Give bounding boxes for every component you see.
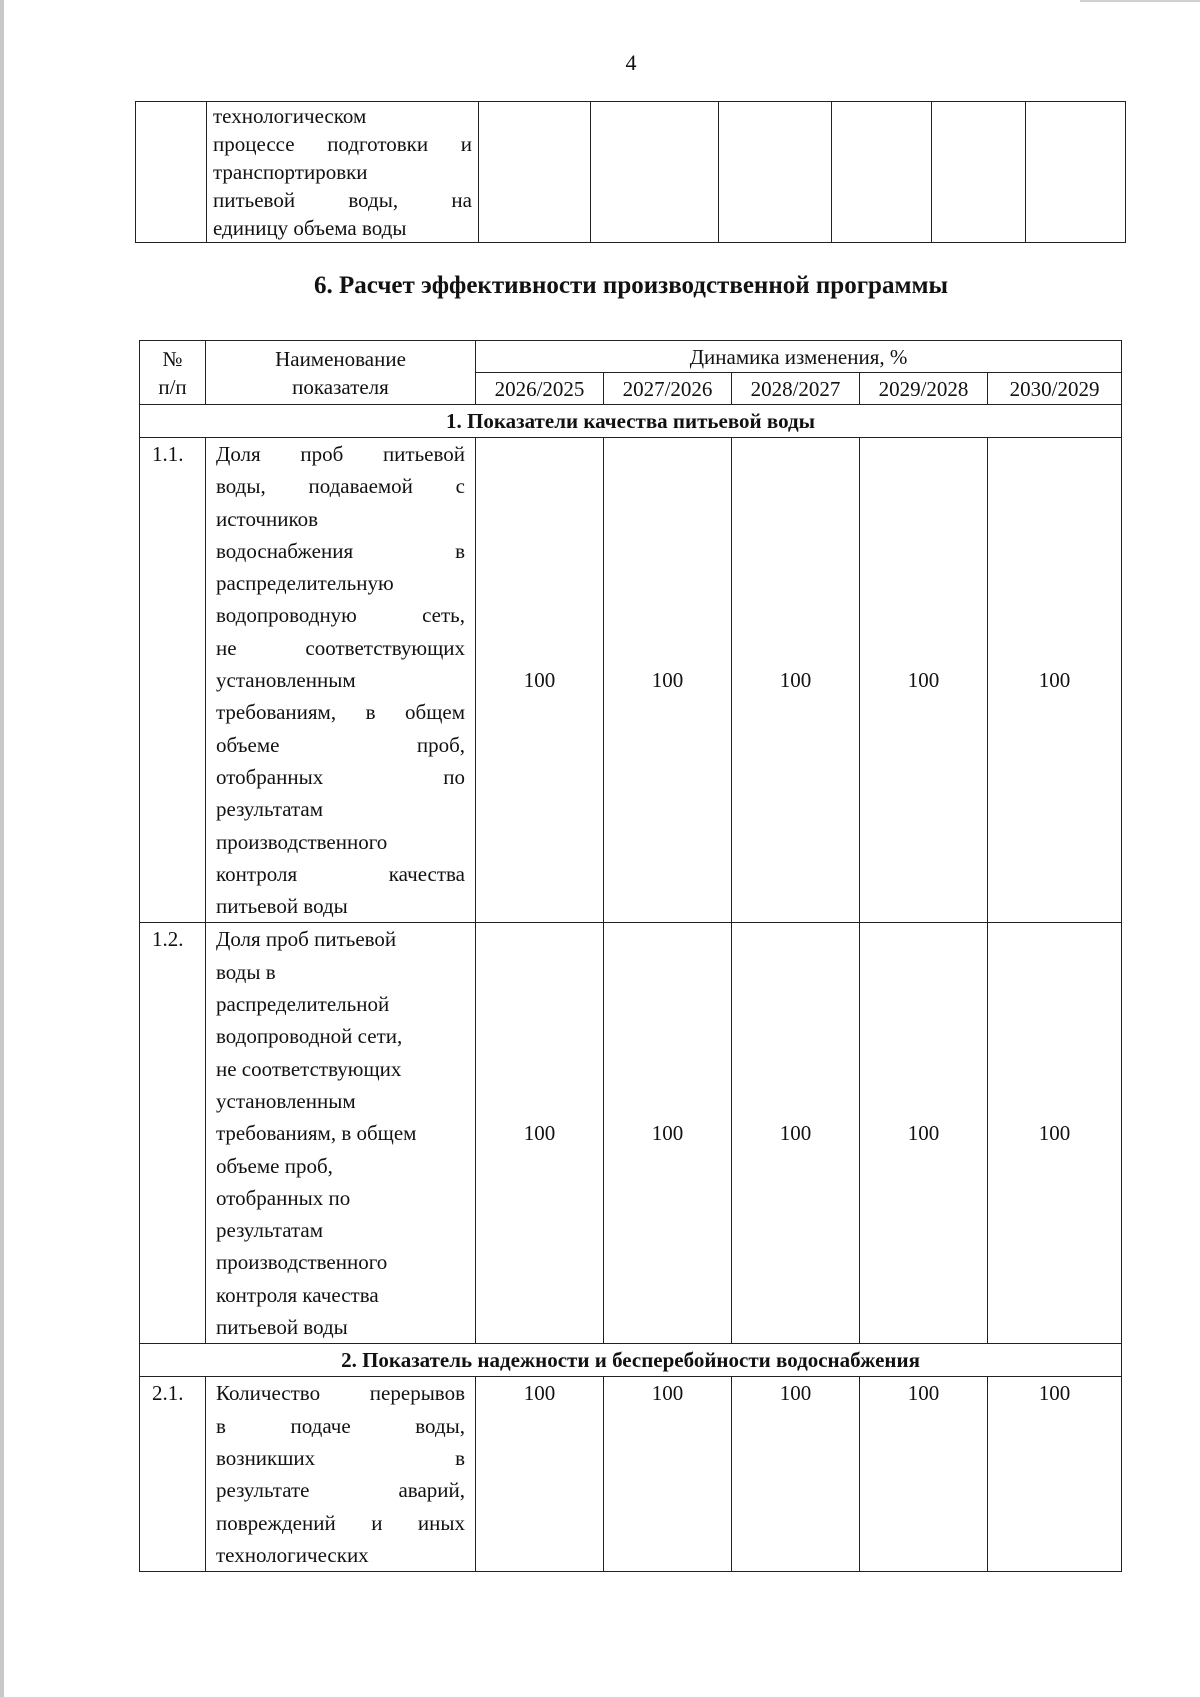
value-cell: 100 — [476, 923, 604, 1344]
text-line: единицу объема воды — [213, 216, 407, 240]
efficiency-table — [139, 340, 1122, 1572]
table-row — [140, 923, 1122, 1344]
text-line: транспортировки — [213, 160, 368, 184]
year-header: 2030/2029 — [988, 373, 1122, 405]
indicator-name: Доля проб питьевой воды в распределительной водопроводной сети, не соответствующих установленным требованиям, в общем объеме проб, отобранных по результатам производственного контроля качества питьевой воды — [206, 923, 476, 1344]
header-row — [140, 341, 1122, 373]
year-header: 2028/2027 — [732, 373, 860, 405]
year-header: 2026/2025 — [476, 373, 604, 405]
col-name-header: Наименование показателя — [206, 341, 476, 405]
group-row — [140, 1344, 1122, 1377]
dynamics-header: Динамика изменения, % — [476, 341, 1122, 373]
table-row — [140, 438, 1122, 923]
col-no-header: № п/п — [140, 341, 206, 405]
table-row — [140, 1377, 1122, 1572]
row-number: 1.1. — [140, 438, 206, 923]
row-number: 1.2. — [140, 923, 206, 1344]
scan-edge-top — [1080, 0, 1200, 2]
value-cell: 100 — [604, 923, 732, 1344]
value-cell: 100 — [860, 438, 988, 923]
value-cell: 100 — [988, 923, 1122, 1344]
value-cell: 100 — [988, 438, 1122, 923]
continuation-name-cell — [207, 102, 479, 243]
text-line: технологическом — [213, 104, 367, 128]
value-cell: 100 — [604, 1377, 732, 1572]
scan-edge — [0, 0, 4, 1697]
group-title: 2. Показатель надежности и бесперебойности водоснабжения — [140, 1344, 1122, 1377]
group-title: 1. Показатели качества питьевой воды — [140, 405, 1122, 438]
text-line: процессе подготовки и — [213, 132, 472, 156]
value-cell: 100 — [732, 923, 860, 1344]
value-cell: 100 — [732, 1377, 860, 1572]
value-cell: 100 — [476, 438, 604, 923]
value-cell: 100 — [860, 923, 988, 1344]
value-cell: 100 — [476, 1377, 604, 1572]
value-cell: 100 — [604, 438, 732, 923]
page-number: 4 — [625, 50, 637, 75]
continuation-table — [135, 101, 1126, 243]
year-header: 2027/2026 — [604, 373, 732, 405]
indicator-name: Количество перерывов в подаче воды, возникших в результате аварий, повреждений и иных технологических — [206, 1377, 476, 1572]
row-number: 2.1. — [140, 1377, 206, 1572]
cell-empty — [136, 102, 207, 243]
text-line: питьевой воды, на — [213, 188, 472, 212]
value-cell: 100 — [988, 1377, 1122, 1572]
value-cell: 100 — [860, 1377, 988, 1572]
section-title: 6. Расчет эффективности производственной программы — [313, 272, 949, 299]
year-header: 2029/2028 — [860, 373, 988, 405]
value-cell: 100 — [732, 438, 860, 923]
indicator-name: Доля проб питьевой воды, подаваемой с источников водоснабжения в распределительную водопроводную сеть, не соответствующих установленным требованиям, в общем объеме проб, отобранных по результатам производственного контроля качества питьевой воды — [206, 438, 476, 923]
table-row — [136, 102, 1126, 243]
group-row — [140, 405, 1122, 438]
